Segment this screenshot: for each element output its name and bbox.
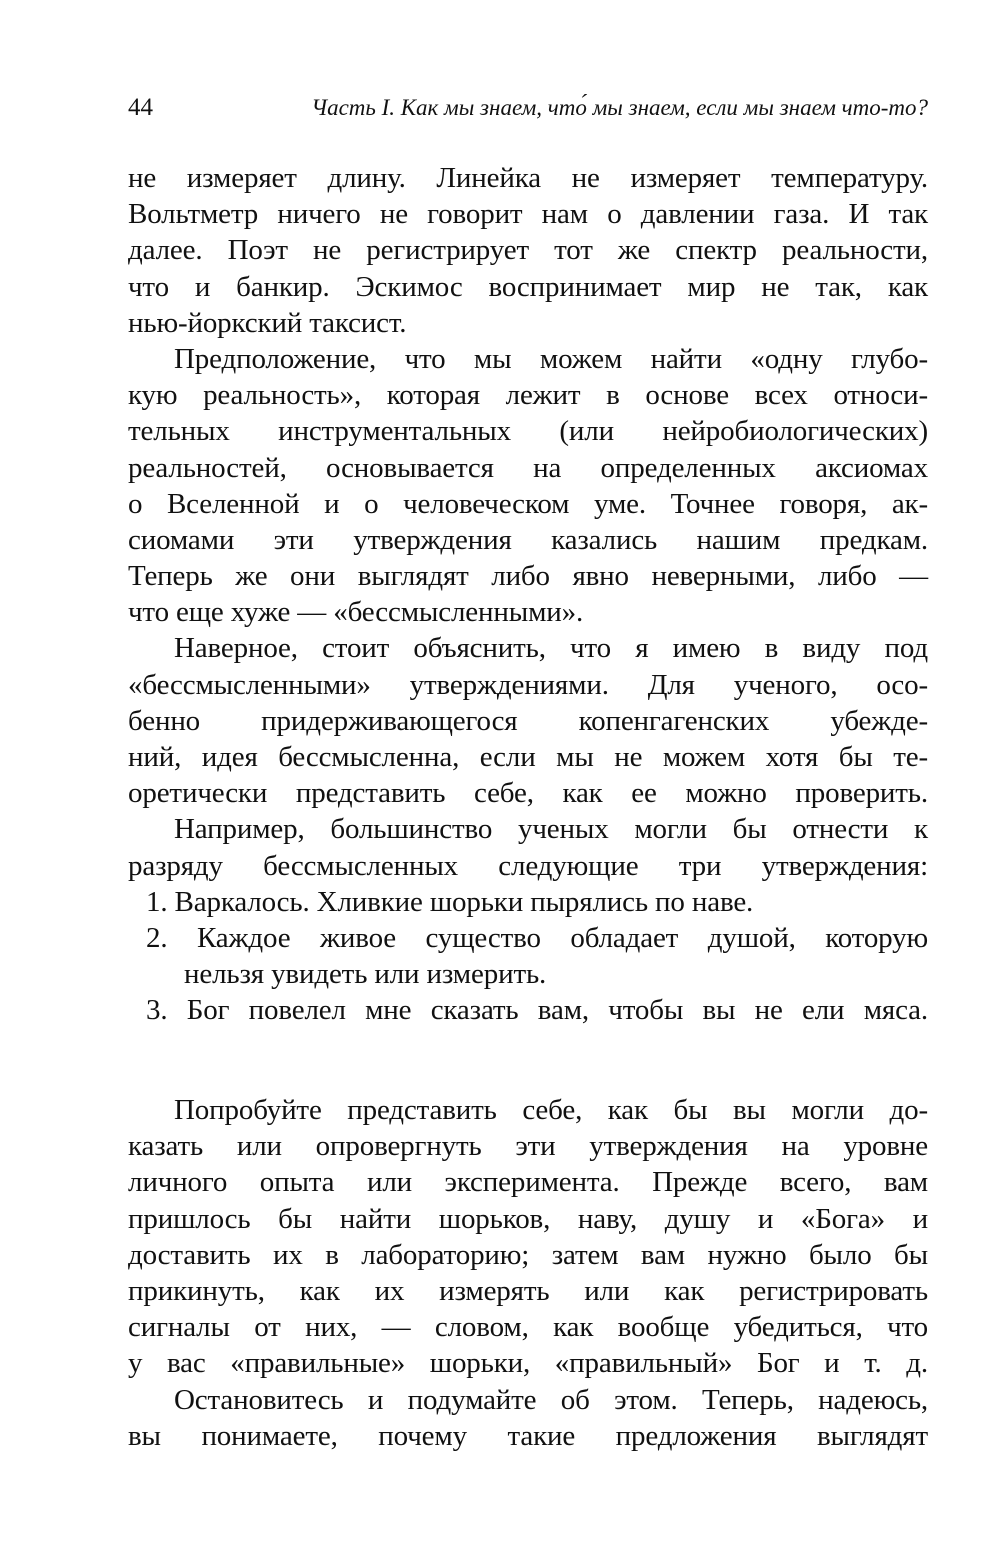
text-line: сигналы от них, — словом, как вообще убедиться, что bbox=[128, 1311, 928, 1344]
text-block-after-list bbox=[128, 1092, 928, 1454]
text-line: Теперь же они выглядят либо явно неверными, либо — bbox=[128, 560, 928, 593]
text-line: бенно придерживающегося копенгагенских убежде- bbox=[128, 704, 928, 737]
text-line: не измеряет длину. Линейка не измеряет температуру. bbox=[128, 162, 928, 194]
text-line: ний, идея бессмысленна, если мы не можем хотя бы те- bbox=[128, 741, 928, 773]
text-line: кую реальность», которая лежит в основе всех относи- bbox=[128, 379, 928, 412]
text-line: у вас «правильные» шорьки, «правильный» Бог и т. д. bbox=[128, 1347, 928, 1380]
text-line: пришлось бы найти шорьков, наву, душу и «Бога» и bbox=[128, 1202, 928, 1235]
text-line: тельных инструментальных (или нейробиологических) bbox=[128, 415, 928, 448]
text-line: личного опыта или эксперимента. Прежде всего, вам bbox=[128, 1166, 928, 1199]
text-line: сиомами эти утверждения казались нашим предкам. bbox=[128, 523, 928, 556]
paragraph-first-line: Остановитесь и подумайте об этом. Теперь, надеюсь, bbox=[174, 1383, 928, 1416]
text-line: казать или опровергнуть эти утверждения на уровне bbox=[128, 1130, 928, 1163]
text-block-main bbox=[128, 160, 928, 1029]
text-line: о Вселенной и о человеческом уме. Точнее говоря, ак- bbox=[128, 487, 928, 520]
text-line: Вольтметр ничего не говорит нам о давлении газа. И так bbox=[128, 198, 928, 231]
text-line: далее. Поэт не регистрирует тот же спектр реальности, bbox=[128, 234, 928, 267]
list-item: 2. Каждое живое существо обладает душой, которую bbox=[146, 921, 928, 954]
page-number: 44 bbox=[128, 94, 153, 121]
page-header bbox=[128, 93, 928, 127]
text-line: «бессмысленными» утверждениями. Для ученого, осо- bbox=[128, 668, 928, 701]
text-line: реальностей, основывается на определенных аксиомах bbox=[128, 451, 928, 484]
paragraph-first-line: Предположение, что мы можем найти «одну глубо- bbox=[174, 342, 928, 375]
list-item: 3. Бог повелел мне сказать вам, чтобы вы не ели мяса. bbox=[146, 994, 928, 1027]
paragraph-first-line: Наверное, стоит объяснить, что я имею в виду под bbox=[174, 632, 928, 665]
text-line: прикинуть, как их измерять или как регистрировать bbox=[128, 1274, 928, 1307]
text-line: разряду бессмысленных следующие три утверждения: bbox=[128, 849, 928, 882]
text-line: нью-йоркский таксист. bbox=[128, 306, 407, 339]
text-line: что и банкир. Эскимос воспринимает мир не так, как bbox=[128, 270, 928, 303]
running-title: Часть I. Как мы знаем, что́ мы знаем, если мы знаем что-то? bbox=[311, 95, 928, 120]
text-line: вы понимаете, почему такие предложения выглядят bbox=[128, 1419, 928, 1452]
list-item-continuation: нельзя увидеть или измерить. bbox=[184, 958, 547, 991]
text-line: доставить их в лабораторию; затем вам нужно было бы bbox=[128, 1238, 928, 1271]
list-item: 1. Варкалось. Хливкие шорьки пырялись по наве. bbox=[146, 885, 754, 918]
text-line: оретически представить себе, как ее можно проверить. bbox=[128, 777, 928, 810]
paragraph-first-line: Например, большинство ученых могли бы отнести к bbox=[174, 813, 928, 846]
text-line: что еще хуже — «бессмысленными». bbox=[128, 596, 584, 629]
paragraph-first-line: Попробуйте представить себе, как бы вы могли до- bbox=[174, 1094, 928, 1126]
